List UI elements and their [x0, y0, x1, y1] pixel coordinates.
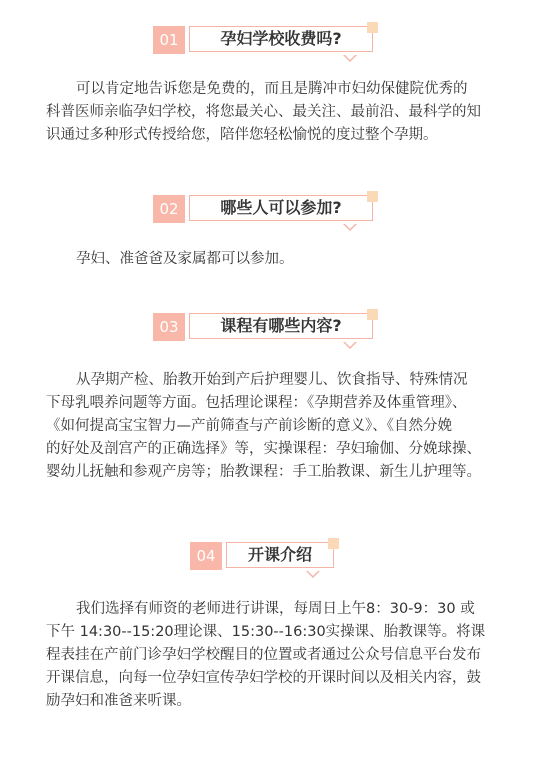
paragraph-line: 开课信息，向每一位孕妇宣传孕妇学校的开课时间以及相关内容，鼓 [46, 670, 481, 686]
section-title: 孕妇学校收费吗? [189, 26, 373, 52]
section-heading-01 [153, 22, 383, 56]
section-heading-02 [153, 191, 383, 225]
section-paragraph-02 [46, 248, 516, 271]
section-paragraph-04 [46, 598, 516, 713]
section-number: 04 [190, 542, 222, 570]
section-number: 01 [153, 26, 185, 54]
paragraph-line: 孕妇、准爸爸及家属都可以参加。 [76, 251, 294, 267]
section-heading-03 [153, 309, 383, 343]
corner-decoration [367, 191, 378, 202]
section-title: 课程有哪些内容? [189, 313, 373, 339]
paragraph-line: 从孕期产检、胎教开始到产后护理婴儿、饮食指导、特殊情况 [76, 372, 468, 388]
paragraph-line: 我们选择有师资的老师进行讲课，每周日上午8：30-9：30 或 [76, 601, 475, 617]
section-title: 哪些人可以参加? [189, 195, 373, 221]
section-paragraph-03 [46, 369, 516, 484]
paragraph-line: 下母乳喂养问题等方面。包括理论课程：《孕期营养及体重管理》、 [46, 395, 467, 411]
paragraph-line: 可以肯定地告诉您是免费的，而且是腾冲市妇幼保健院优秀的 [76, 81, 468, 97]
section-title: 开课介绍 [226, 542, 334, 568]
pointer-triangle [343, 55, 357, 62]
paragraph-line: 科普医师亲临孕妇学校，将您最关心、最关注、最前沿、最科学的知 [46, 104, 481, 120]
pointer-triangle [343, 342, 357, 349]
pointer-triangle [306, 571, 320, 578]
section-number: 02 [153, 195, 185, 223]
paragraph-line: 的好处及剖宫产的正确选择》等，实操课程：孕妇瑜伽、分娩球操、 [46, 441, 481, 457]
paragraph-line: 识通过多种形式传授给您，陪伴您轻松愉悦的度过整个孕期。 [46, 127, 438, 143]
corner-decoration [367, 22, 378, 33]
paragraph-line: 婴幼儿抚触和参观产房等；胎教课程：手工胎教课、新生儿护理等。 [46, 464, 481, 480]
paragraph-line: 程表挂在产前门诊孕妇学校醒目的位置或者通过公众号信息平台发布 [46, 647, 481, 663]
section-number: 03 [153, 313, 185, 341]
corner-decoration [328, 538, 339, 549]
pointer-triangle [343, 224, 357, 231]
paragraph-line: 《如何提高宝宝智力—产前筛查与产前诊断的意义》、《自然分娩 [46, 418, 452, 434]
paragraph-line: 励孕妇和准爸来听课。 [46, 693, 191, 709]
corner-decoration [367, 309, 378, 320]
section-heading-04 [190, 538, 350, 572]
section-paragraph-01 [46, 78, 516, 147]
paragraph-line: 下午 14:30--15:20理论课、15:30--16:30实操课、胎教课等。将课 [46, 624, 486, 640]
